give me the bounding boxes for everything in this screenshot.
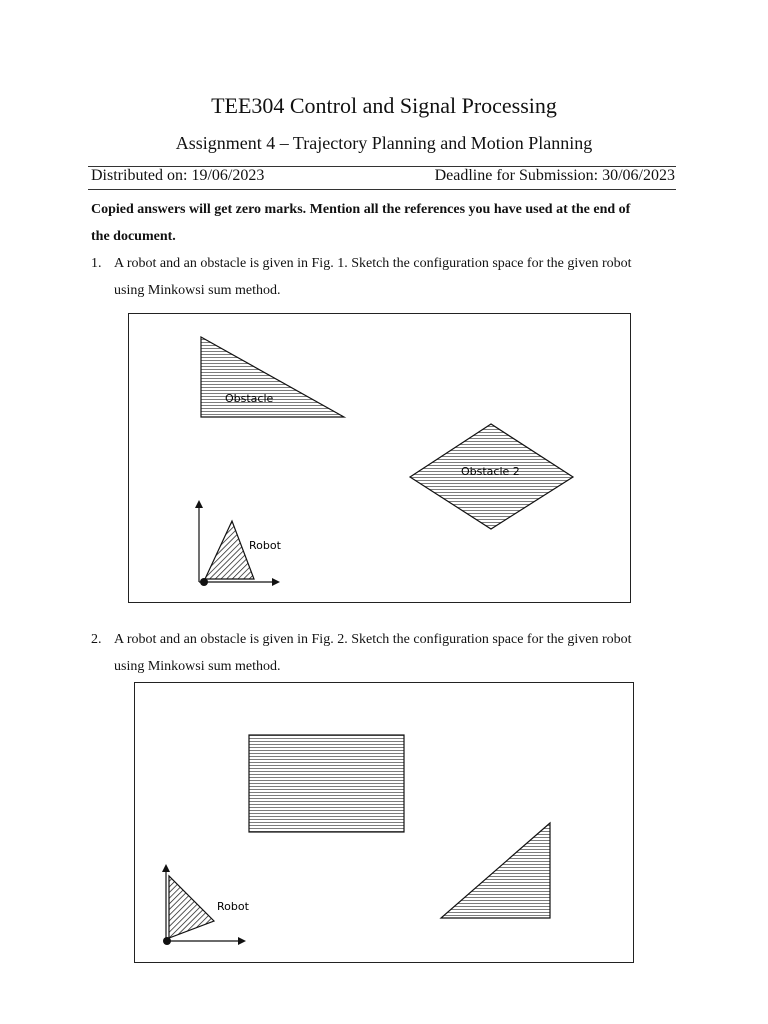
figure-1-canvas [129,314,630,602]
obstacle-1-shape [201,337,344,417]
obstacle-triangle [441,823,550,918]
robot-2-origin [163,937,171,945]
figure-2 [134,682,634,963]
robot-2-y-arrow [162,864,170,872]
notice-line-2: the document. [91,229,176,244]
dates-row [91,167,675,185]
assignment-subtitle: Assignment 4 – Trajectory Planning and Motion Planning [175,133,593,153]
figure-1 [128,313,631,603]
question-2-line-1: A robot and an obstacle is given in Fig. 2. Sketch the configuration space for the given robot [114,632,632,647]
question-1-line-1: A robot and an obstacle is given in Fig. 1. Sketch the configuration space for the given robot [114,256,632,271]
robot-2-x-arrow [238,937,246,945]
robot-2-shape [169,876,214,938]
robot-1-label: Robot [249,539,281,552]
question-2-line-2: using Minkowsi sum method. [114,659,281,674]
figure-2-canvas [135,683,633,962]
robot-1-x-arrow [272,578,280,586]
header-bottom-rule [88,189,676,190]
robot-1-origin [200,578,208,586]
question-2-number: 2. [91,632,102,647]
question-1-number: 1. [91,256,102,271]
robot-1-y-arrow [195,500,203,508]
header-top-rule [88,166,676,167]
robot-1-shape [205,521,254,579]
distributed-date: Distributed on: 19/06/2023 [91,167,265,184]
robot-2-label: Robot [217,900,249,913]
obstacle-1-label: Obstacle [225,392,274,405]
notice-line-1: Copied answers will get zero marks. Mention all the references you have used at the end of [91,202,631,217]
obstacle-rectangle [249,735,404,832]
document-title: TEE304 Control and Signal Processing [211,93,557,118]
deadline-date: Deadline for Submission: 30/06/2023 [434,167,675,184]
obstacle-2-label: Obstacle 2 [461,465,520,478]
question-1-line-2: using Minkowsi sum method. [114,283,281,298]
